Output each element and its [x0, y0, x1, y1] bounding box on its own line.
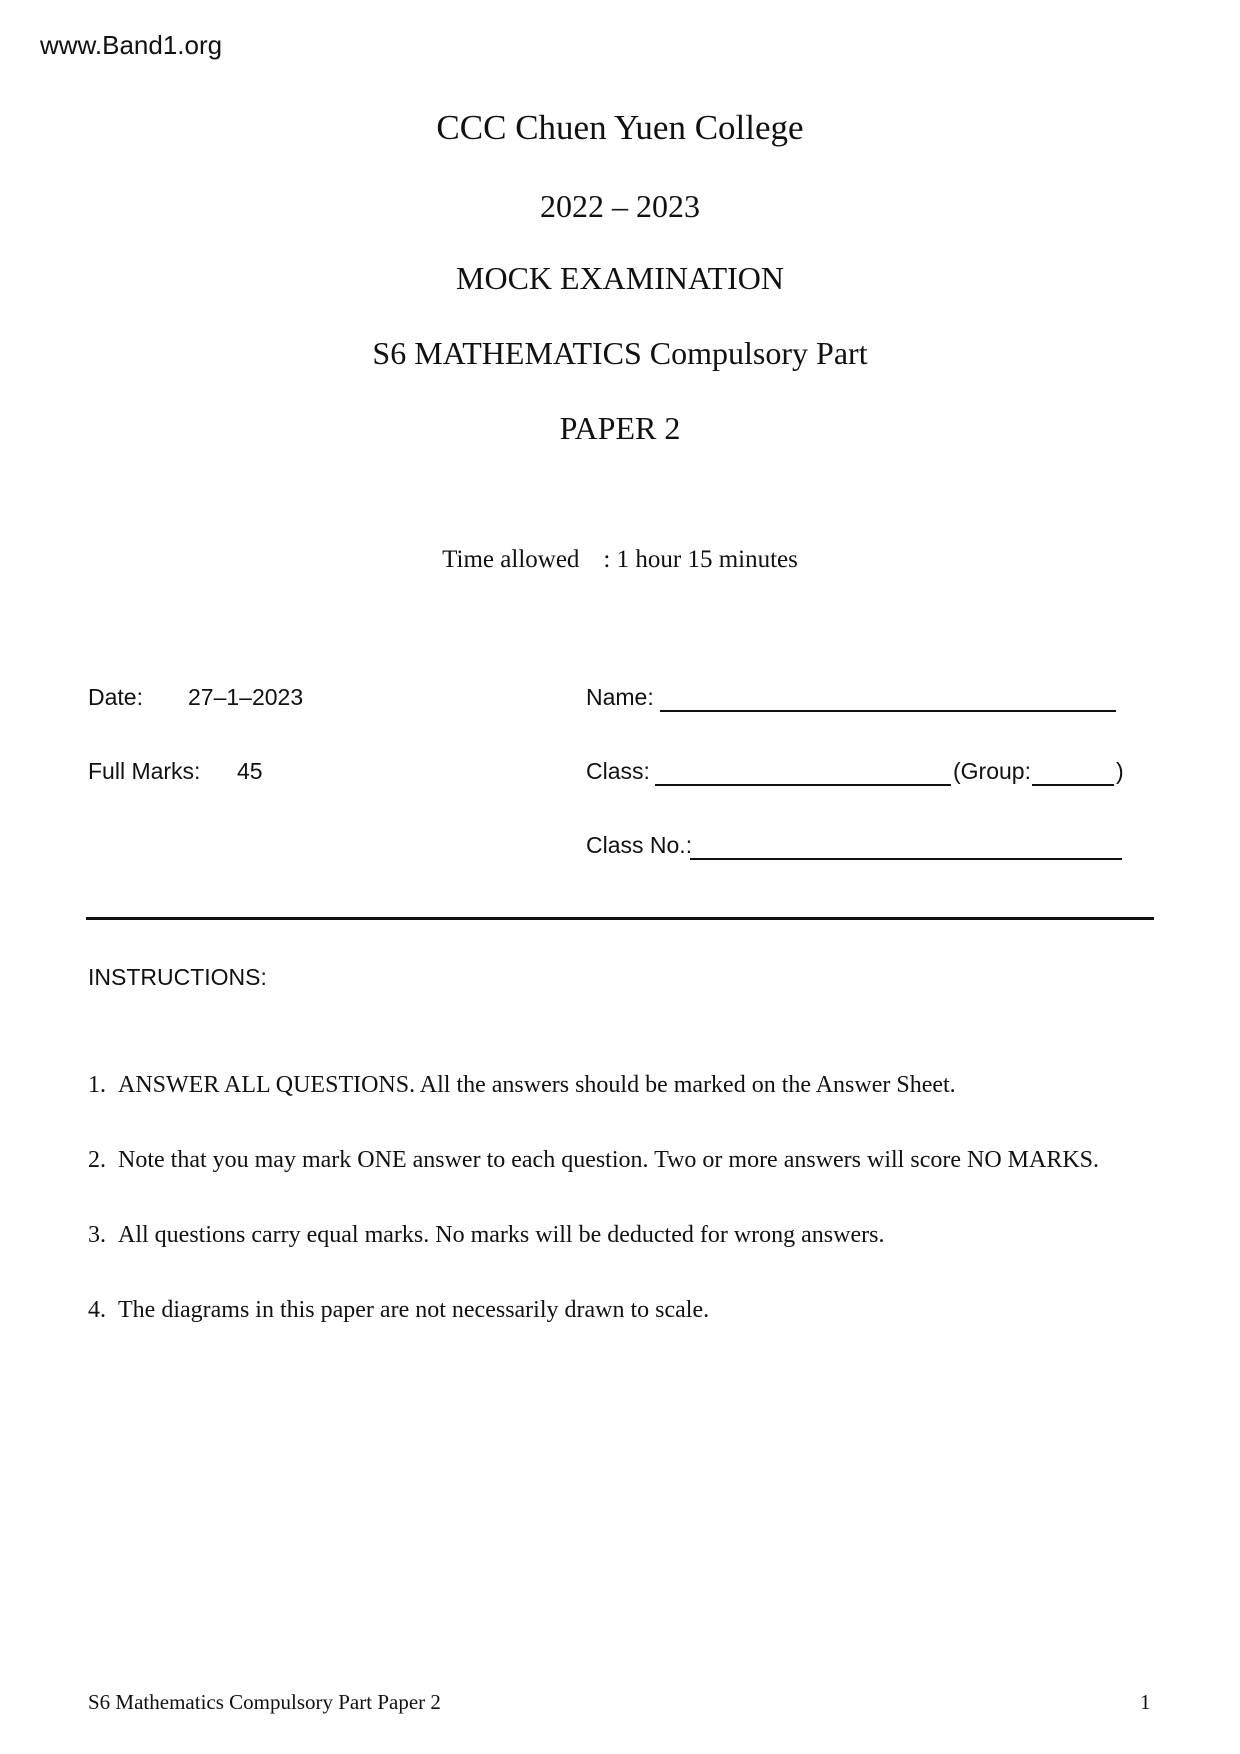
instruction-number: 3.	[88, 1222, 106, 1248]
page-number: 1	[1140, 1690, 1151, 1714]
watermark-url: www.Band1.org	[40, 30, 223, 60]
section-divider	[86, 917, 1154, 920]
instruction-text: ANSWER ALL QUESTIONS. All the answers should be marked on the Answer Sheet.	[118, 1072, 956, 1098]
class-number-field-line[interactable]	[690, 832, 1122, 860]
time-allowed-value: : 1 hour 15 minutes	[603, 546, 798, 573]
class-number-label: Class No.:	[586, 832, 693, 858]
full-marks-label: Full Marks:	[88, 758, 201, 784]
group-close-paren: )	[1116, 758, 1124, 784]
date-value: 27–1–2023	[188, 684, 304, 710]
group-field-line[interactable]	[1032, 758, 1114, 786]
class-label: Class:	[586, 758, 650, 784]
exam-title: MOCK EXAMINATION	[456, 260, 784, 296]
instruction-number: 2.	[88, 1147, 106, 1173]
time-allowed-label: Time allowed	[442, 546, 580, 573]
instruction-text: Note that you may mark ONE answer to each question. Two or more answers will score NO MARKS.	[118, 1147, 1100, 1173]
time-allowed-row	[0, 546, 1240, 574]
instruction-text: The diagrams in this paper are not necessarily drawn to scale.	[118, 1297, 710, 1323]
date-label: Date:	[88, 684, 143, 710]
footer-paper-title: S6 Mathematics Compulsory Part Paper 2	[88, 1690, 441, 1714]
class-field-line[interactable]	[655, 758, 951, 786]
school-name: CCC Chuen Yuen College	[436, 108, 804, 147]
paper-number: PAPER 2	[559, 410, 681, 446]
instruction-number: 4.	[88, 1297, 106, 1323]
instruction-item	[88, 1072, 1168, 1147]
subject-title: S6 MATHEMATICS Compulsory Part	[372, 335, 868, 371]
instruction-item	[88, 1147, 1168, 1222]
academic-year: 2022 – 2023	[540, 188, 700, 224]
name-field-line[interactable]	[660, 684, 1116, 712]
full-marks-value: 45	[237, 758, 263, 784]
name-label: Name:	[586, 684, 654, 710]
instruction-text: All questions carry equal marks. No marks will be deducted for wrong answers.	[118, 1222, 885, 1248]
group-label: (Group:	[953, 758, 1031, 784]
instruction-number: 1.	[88, 1072, 106, 1098]
instructions-list	[88, 1072, 1168, 1372]
instruction-item	[88, 1222, 1168, 1297]
instruction-item	[88, 1297, 1168, 1372]
instructions-heading: INSTRUCTIONS:	[88, 964, 267, 990]
